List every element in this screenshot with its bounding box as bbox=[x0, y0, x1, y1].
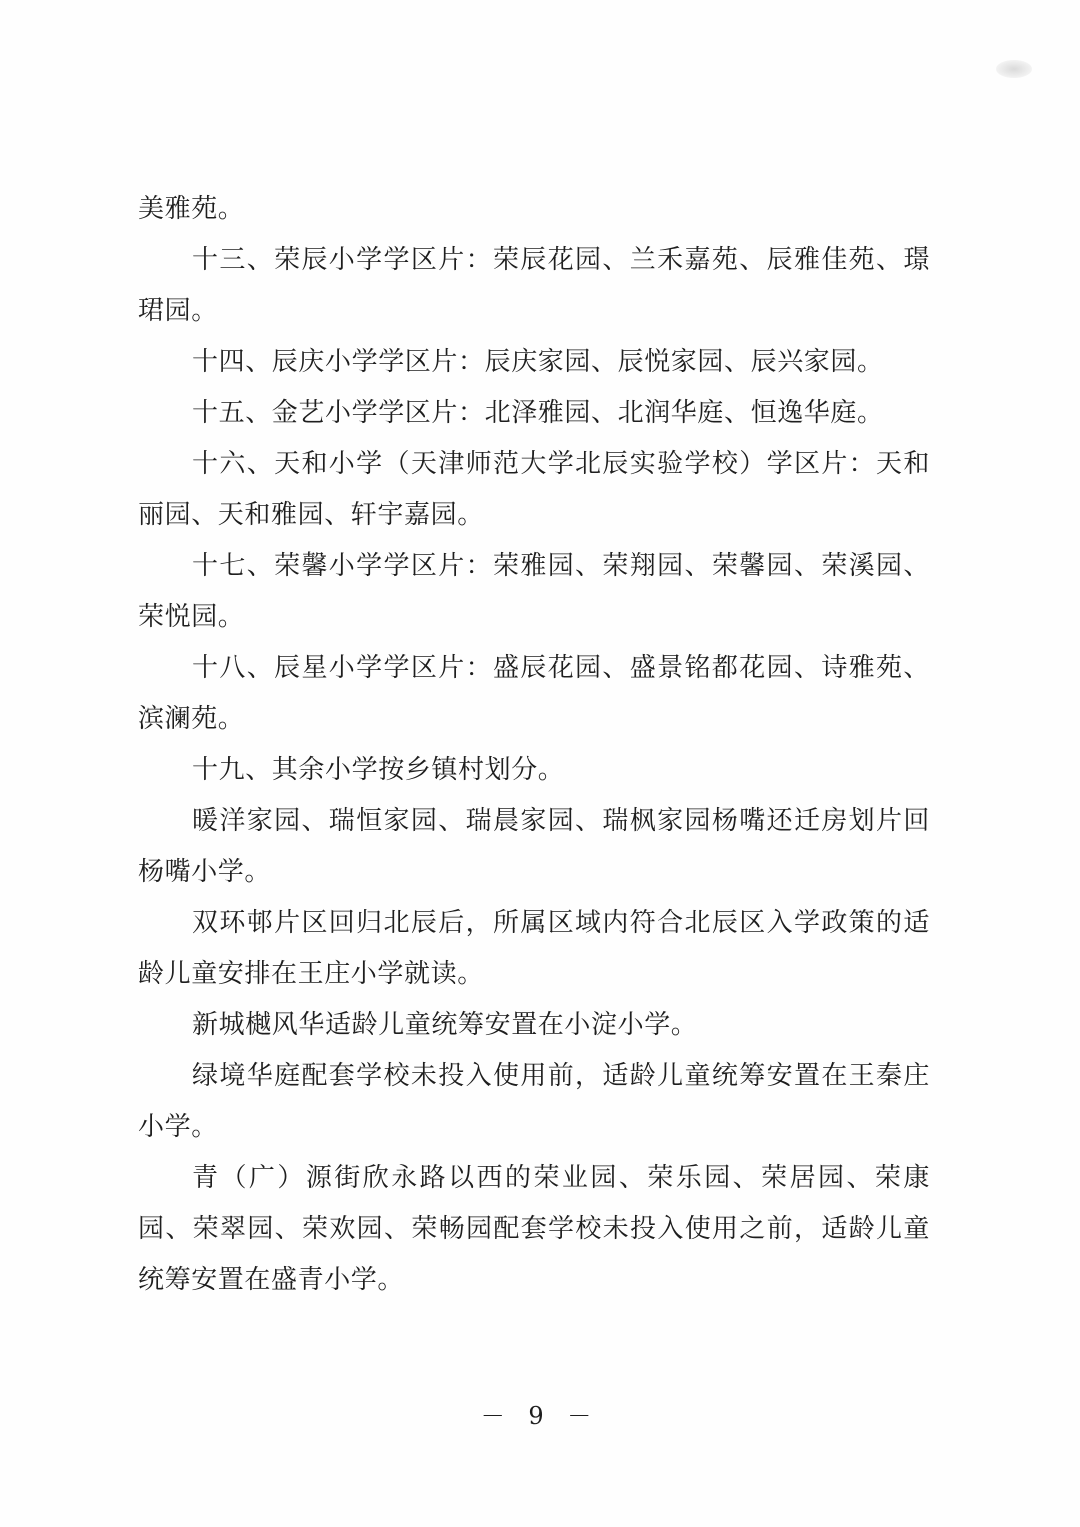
paragraph: 暖洋家园、瑞恒家园、瑞晨家园、瑞枫家园杨嘴还迁房划片回杨嘴小学。 bbox=[138, 806, 930, 887]
paragraph: 十九、其余小学按乡镇村划分。 bbox=[192, 755, 565, 785]
paragraph: 新城樾风华适龄儿童统筹安置在小淀小学。 bbox=[192, 1010, 698, 1040]
paragraph: 十七、荣馨小学学区片：荣雅园、荣翔园、荣馨园、荣溪园、荣悦园。 bbox=[138, 551, 930, 632]
document-body bbox=[138, 184, 930, 1306]
paragraph: 十四、辰庆小学学区片：辰庆家园、辰悦家园、辰兴家园。 bbox=[192, 347, 884, 377]
paragraph: 十六、天和小学（天津师范大学北辰实验学校）学区片：天和丽园、天和雅园、轩宇嘉园。 bbox=[138, 449, 930, 530]
page-number: － 9 － bbox=[480, 1402, 600, 1430]
paragraph: 美雅苑。 bbox=[138, 194, 245, 224]
paragraph: 十五、金艺小学学区片：北泽雅园、北润华庭、恒逸华庭。 bbox=[192, 398, 884, 428]
paragraph: 十三、荣辰小学学区片：荣辰花园、兰禾嘉苑、辰雅佳苑、璟珺园。 bbox=[138, 245, 930, 326]
paragraph: 青（广）源街欣永路以西的荣业园、荣乐园、荣居园、荣康园、荣翠园、荣欢园、荣畅园配套学校未投入使用之前，适龄儿童统筹安置在盛青小学。 bbox=[138, 1163, 930, 1295]
paragraph: 十八、辰星小学学区片：盛辰花园、盛景铭都花园、诗雅苑、滨澜苑。 bbox=[138, 653, 930, 734]
scan-smudge bbox=[996, 60, 1032, 78]
paragraph: 双环邨片区回归北辰后，所属区域内符合北辰区入学政策的适龄儿童安排在王庄小学就读。 bbox=[138, 908, 930, 989]
paragraph: 绿境华庭配套学校未投入使用前，适龄儿童统筹安置在王秦庄小学。 bbox=[138, 1061, 930, 1142]
